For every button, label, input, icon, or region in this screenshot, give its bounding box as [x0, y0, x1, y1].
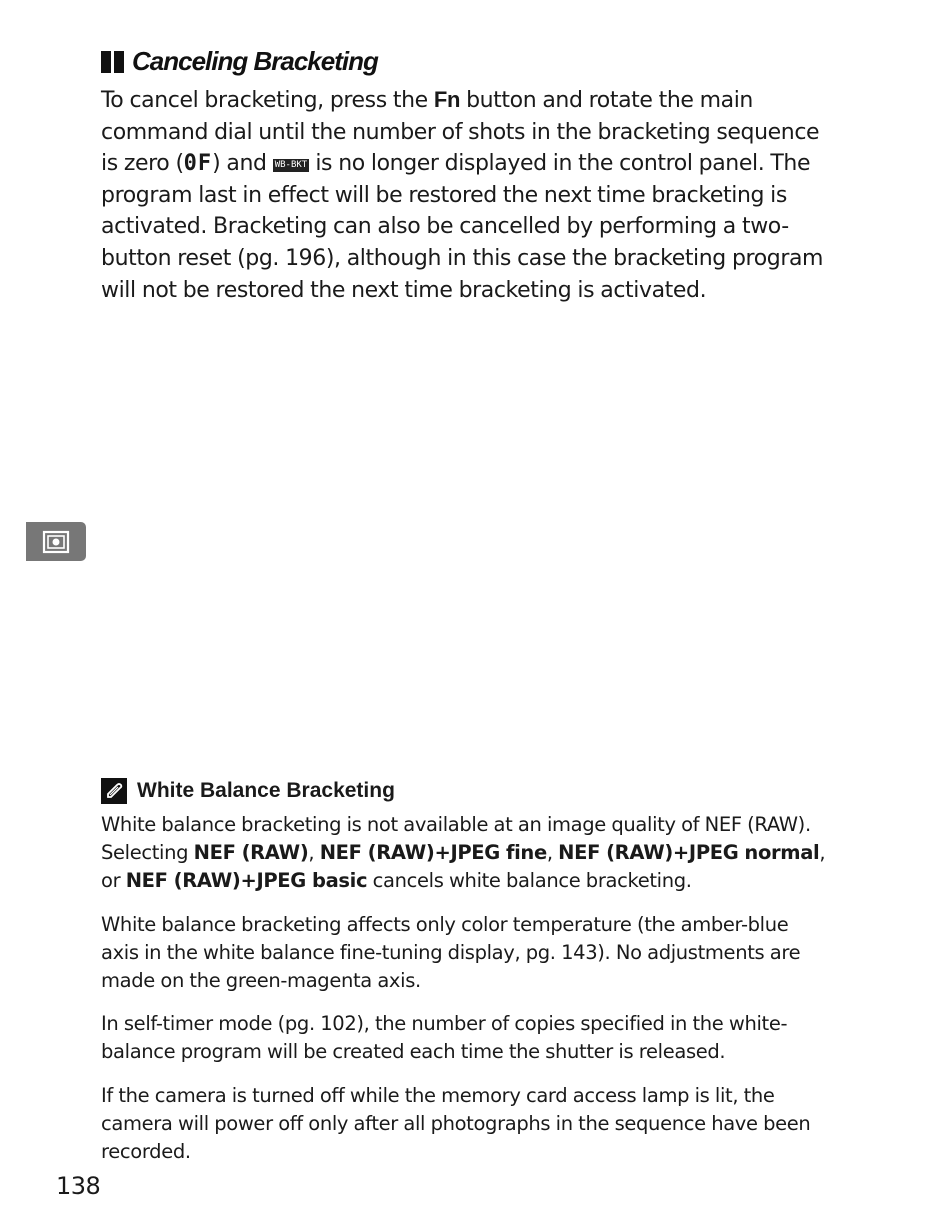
- page-number: 138: [56, 1172, 101, 1200]
- note-text: , or: [101, 841, 826, 893]
- intro-text-3: ) and: [212, 151, 273, 177]
- note-header: [101, 778, 395, 804]
- note-text: cancels white balance bracketing.: [367, 869, 692, 893]
- section-heading: [101, 46, 378, 77]
- note-bold-term: NEF (RAW)+JPEG basic: [125, 869, 368, 893]
- note-body: [101, 811, 831, 1181]
- wb-bkt-indicator-icon: WB-BKT: [274, 160, 308, 171]
- intro-paragraph: [101, 84, 831, 306]
- fn-button-label: Fn: [433, 87, 460, 112]
- section-title: Canceling Bracketing: [132, 46, 378, 76]
- intro-text-1: To cancel bracketing, press the: [101, 88, 434, 113]
- shooting-mode-icon: [42, 530, 70, 554]
- note-paragraph-3: In self-timer mode (pg. 102), the number of copies specified in the white-balance program will be created each time the shutter is released.: [101, 1012, 788, 1064]
- pencil-note-icon: [101, 778, 127, 804]
- note-bold-term: NEF (RAW): [193, 841, 309, 865]
- note-text: ,: [546, 841, 559, 865]
- note-title: White Balance Bracketing: [137, 779, 395, 802]
- note-text: ,: [308, 841, 320, 865]
- intro-text-2: button and rotate the main command dial until the number of shots in the bracketing sequence is zero (: [101, 88, 820, 177]
- note-text: White balance bracketing is not available at an image quality of NEF (RAW). Selecting: [101, 813, 811, 865]
- note-paragraph-2: White balance bracketing affects only color temperature (the amber-blue axis in the white balance fine-tuning display, pg. 143). No adjustments are made on the green-magenta axis.: [101, 912, 801, 993]
- off-display-glyph: 0F: [183, 151, 213, 177]
- note-bold-term: NEF (RAW)+JPEG fine: [319, 841, 547, 865]
- chapter-side-tab: [26, 522, 86, 561]
- note-paragraph-4: If the camera is turned off while the memory card access lamp is lit, the camera will power off only after all photographs in the sequence have been recorded.: [101, 1083, 811, 1164]
- note-paragraph-1: [101, 811, 831, 896]
- heading-bars-icon: [101, 51, 124, 73]
- intro-text-4: is no longer displayed in the control panel. The program last in effect will be restored the next time bracketing is activated. Bracketing can also be cancelled by performing a two-button reset (pg. 196), although in this case the bracketing program will not be restored the next time bracketing is activated.: [101, 151, 824, 303]
- note-bold-term: NEF (RAW)+JPEG normal: [558, 841, 820, 865]
